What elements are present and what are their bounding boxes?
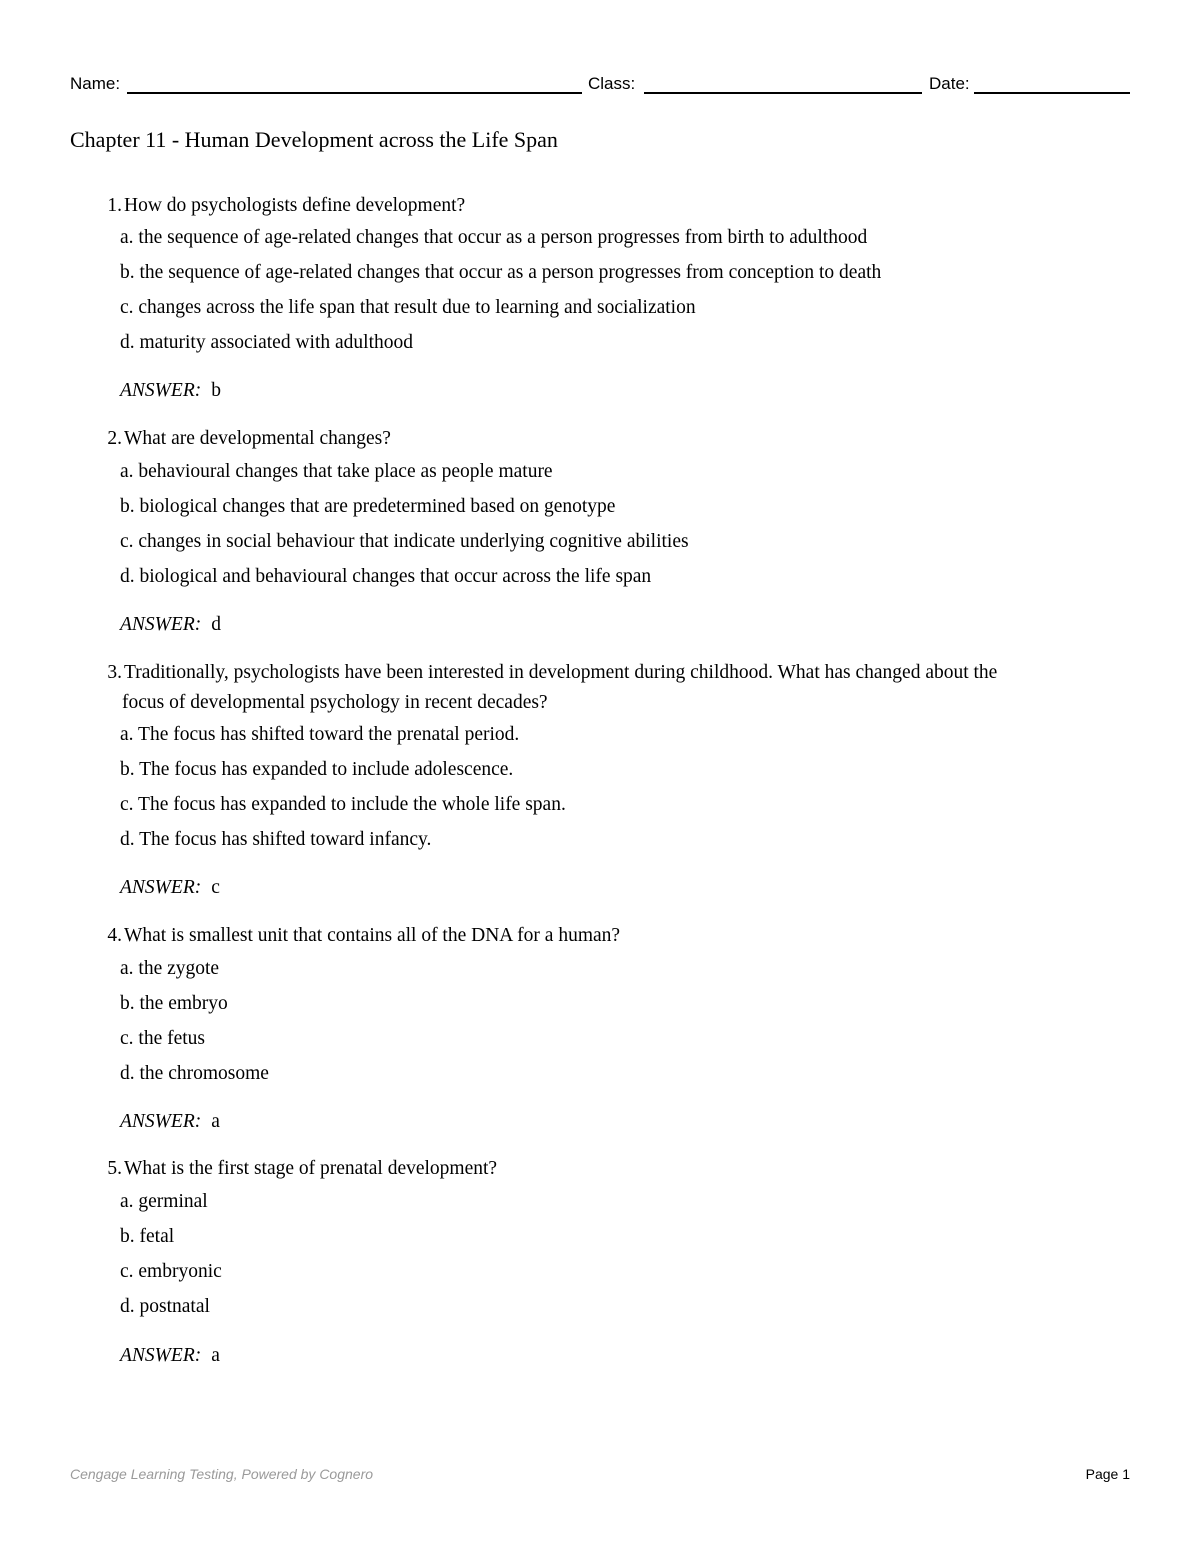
- answer-label: ANSWER:: [120, 877, 202, 898]
- answer-key: [120, 613, 221, 637]
- answer-value: a: [211, 1111, 220, 1132]
- date-field-line[interactable]: [974, 92, 1130, 94]
- page-number: Page 1: [1085, 1466, 1130, 1482]
- answer-option: d. postnatal: [120, 1296, 210, 1317]
- answer-key: [120, 1110, 220, 1134]
- answer-option: d. maturity associated with adulthood: [120, 332, 413, 353]
- answer-option: d. the chromosome: [120, 1063, 269, 1084]
- footer-credit: Cengage Learning Testing, Powered by Cognero: [70, 1466, 374, 1482]
- question-stem: [98, 1157, 1118, 1181]
- answer-value: c: [211, 877, 220, 898]
- class-label: Class:: [588, 74, 636, 93]
- answer-label: ANSWER:: [120, 614, 202, 635]
- question-number: 2.: [107, 428, 122, 449]
- question-stem: [98, 194, 1118, 218]
- answer-option: a. germinal: [120, 1191, 208, 1212]
- question-number: 4.: [107, 925, 122, 946]
- answer-option: c. changes across the life span that result due to learning and socialization: [120, 297, 696, 318]
- question-number: 3.: [107, 662, 122, 683]
- question-stem: [98, 661, 1118, 715]
- date-label: Date:: [929, 74, 970, 93]
- answer-key: [120, 876, 220, 900]
- question-text: What is smallest unit that contains all of the DNA for a human?: [124, 925, 621, 946]
- answer-option: a. the sequence of age-related changes that occur as a person progresses from birth to adulthood: [120, 227, 868, 248]
- answer-option: b. biological changes that are predetermined based on genotype: [120, 496, 616, 517]
- question-text: How do psychologists define development?: [124, 195, 466, 216]
- answer-option: a. the zygote: [120, 958, 220, 979]
- answer-value: b: [211, 380, 221, 401]
- answer-option: c. the fetus: [120, 1028, 206, 1049]
- question-number: 1.: [107, 195, 122, 216]
- answer-option: d. The focus has shifted toward infancy.: [120, 829, 432, 850]
- answer-option: d. biological and behavioural changes that occur across the life span: [120, 566, 652, 587]
- answer-value: d: [211, 614, 221, 635]
- answer-key: [120, 1344, 220, 1368]
- question-number: 5.: [107, 1158, 122, 1179]
- answer-value: a: [211, 1345, 220, 1366]
- answer-option: c. embryonic: [120, 1261, 222, 1282]
- answer-label: ANSWER:: [120, 1345, 202, 1366]
- answer-option: b. fetal: [120, 1226, 175, 1247]
- answer-label: ANSWER:: [120, 1111, 202, 1132]
- answer-label: ANSWER:: [120, 380, 202, 401]
- class-field-line[interactable]: [644, 92, 922, 94]
- answer-key: [120, 379, 221, 403]
- name-field-line[interactable]: [127, 92, 582, 94]
- answer-option: a. The focus has shifted toward the prenatal period.: [120, 724, 520, 745]
- answer-option: c. changes in social behaviour that indicate underlying cognitive abilities: [120, 531, 689, 552]
- question-stem: [98, 427, 1118, 451]
- question-stem: [98, 924, 1118, 948]
- answer-option: b. the sequence of age-related changes that occur as a person progresses from conception to death: [120, 262, 882, 283]
- answer-option: b. the embryo: [120, 993, 228, 1014]
- question-text-continued: focus of developmental psychology in recent decades?: [122, 692, 548, 713]
- answer-option: c. The focus has expanded to include the whole life span.: [120, 794, 566, 815]
- name-label: Name:: [70, 74, 121, 93]
- question-text: What are developmental changes?: [124, 428, 391, 449]
- answer-option: a. behavioural changes that take place as people mature: [120, 461, 553, 482]
- answer-option: b. The focus has expanded to include adolescence.: [120, 759, 514, 780]
- chapter-title: Chapter 11 - Human Development across the Life Span: [70, 127, 558, 152]
- question-text: What is the first stage of prenatal development?: [124, 1158, 498, 1179]
- question-text: Traditionally, psychologists have been interested in development during childhood. What has changed about the: [124, 662, 998, 683]
